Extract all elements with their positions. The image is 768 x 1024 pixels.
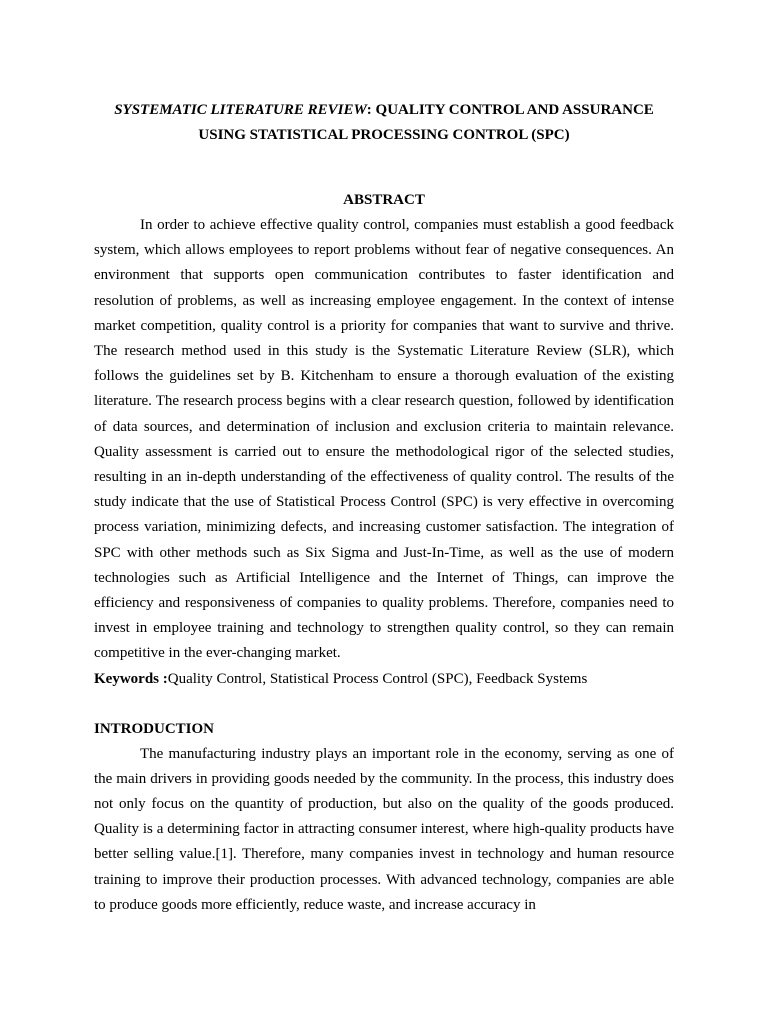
paper-page xyxy=(94,98,674,918)
abstract-text: In order to achieve effective quality control, companies must establish a good feedback system, which allows employees to report problems without fear of negative consequences. An environment that supports open communication contributes to faster identification and resolution of problems, as well as increasing employee engagement. In the context of intense market competition, quality control is a priority for companies that want to survive and thrive. The research method used in this study is the Systematic Literature Review (SLR), which follows the guidelines set by B. Kitchenham to ensure a thorough evaluation of the existing literature. The research process begins with a clear research question, followed by identification of data sources, and determination of inclusion and exclusion criteria to maintain relevance. Quality assessment is carried out to ensure the methodological rigor of the selected studies, resulting in an in-depth understanding of the effectiveness of quality control. The results of the study indicate that the use of Statistical Process Control (SPC) is very effective in overcoming process variation, minimizing defects, and increasing customer satisfaction. The integration of SPC with other methods such as Six Sigma and Just-In-Time, as well as the use of modern technologies such as Artificial Intelligence and the Internet of Things, can improve the efficiency and responsiveness of companies to quality problems. Therefore, companies need to invest in employee training and technology to strengthen quality control, so they can remain competitive in the ever-changing market. xyxy=(94,217,674,662)
abstract-heading: ABSTRACT xyxy=(343,192,425,208)
keywords-label: Keywords : xyxy=(94,670,168,687)
title-line-1 xyxy=(94,98,674,123)
title-line-2: USING STATISTICAL PROCESSING CONTROL (SPC) xyxy=(198,127,570,143)
keywords-line xyxy=(94,667,674,692)
introduction-text: The manufacturing industry plays an important role in the economy, serving as one of the main drivers in providing goods needed by the community. In the process, this industry does not only focus on the quantity of production, but also on the quality of the goods produced. Quality is a determining factor in attracting consumer interest, where high-quality products have better selling value.[1]. Therefore, many companies invest in technology and human resource training to improve their production processes. With advanced technology, companies are able to produce goods more efficiently, reduce waste, and increase accuracy in xyxy=(94,745,674,913)
paper-title xyxy=(94,98,674,148)
introduction-heading: INTRODUCTION xyxy=(94,720,215,737)
title-rest-line-1: : QUALITY CONTROL AND ASSURANCE xyxy=(366,102,654,118)
title-italic-part: SYSTEMATIC LITERATURE REVIEW xyxy=(114,102,367,118)
keywords-text: Quality Control, Statistical Process Control (SPC), Feedback Systems xyxy=(167,670,588,687)
